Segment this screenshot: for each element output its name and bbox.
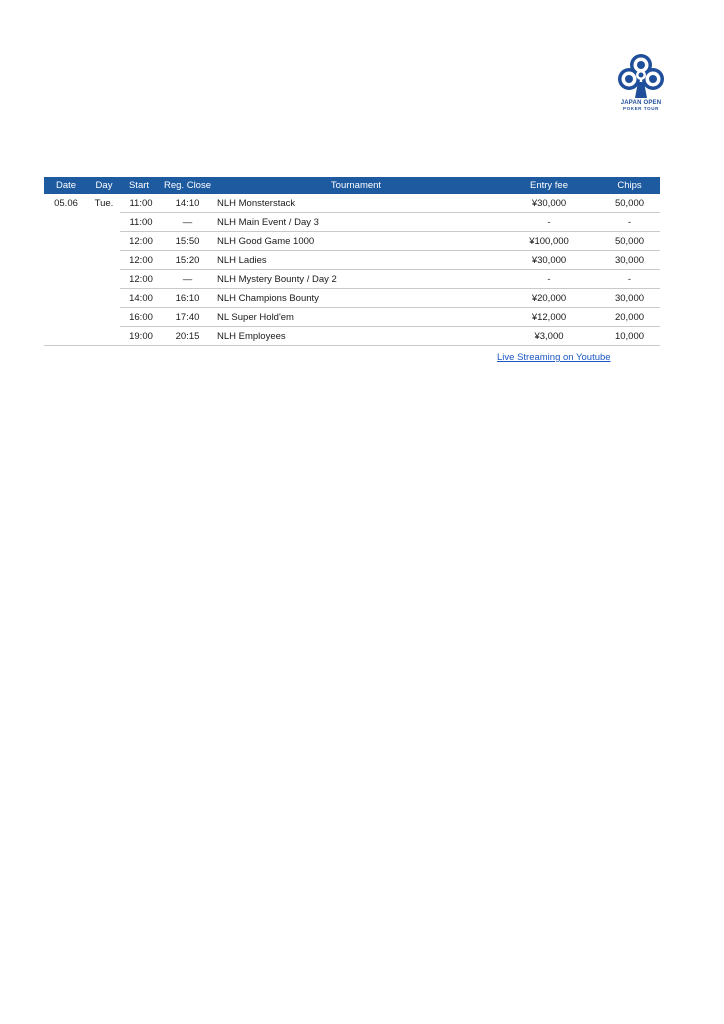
cell-day (88, 232, 120, 251)
cell-date (44, 289, 88, 308)
cell-date (44, 327, 88, 346)
table-row (44, 270, 660, 289)
header-reg-close: Reg. Close (162, 177, 213, 194)
cell-tournament: NLH Main Event / Day 3 (213, 213, 499, 232)
schedule-table (44, 177, 660, 346)
cell-tournament: NLH Champions Bounty (213, 289, 499, 308)
table-row (44, 251, 660, 270)
logo-text-line1: JAPAN OPEN (620, 100, 662, 106)
table-row (44, 232, 660, 251)
cell-chips: 10,000 (599, 327, 660, 346)
cell-entry-fee: - (499, 270, 599, 289)
cell-reg-close: 14:10 (162, 194, 213, 213)
cell-entry-fee: ¥30,000 (499, 194, 599, 213)
cell-entry-fee: ¥20,000 (499, 289, 599, 308)
cell-entry-fee: ¥30,000 (499, 251, 599, 270)
cell-day (88, 308, 120, 327)
table-row (44, 308, 660, 327)
cell-day (88, 213, 120, 232)
table-header-row (44, 177, 660, 194)
cell-date (44, 213, 88, 232)
table-row (44, 194, 660, 213)
cell-entry-fee: ¥100,000 (499, 232, 599, 251)
logo-text-line2: POKER TOUR (623, 106, 659, 111)
cell-start: 12:00 (120, 270, 162, 289)
cell-chips: 30,000 (599, 251, 660, 270)
cell-chips: 30,000 (599, 289, 660, 308)
cell-reg-close: 15:50 (162, 232, 213, 251)
logo (615, 52, 667, 114)
cell-tournament: NLH Ladies (213, 251, 499, 270)
header-date: Date (44, 177, 88, 194)
cell-tournament: NL Super Hold'em (213, 308, 499, 327)
cell-reg-close: 20:15 (162, 327, 213, 346)
header-tournament: Tournament (213, 177, 499, 194)
cell-chips: 50,000 (599, 194, 660, 213)
cell-day (88, 270, 120, 289)
cell-day (88, 251, 120, 270)
cell-date (44, 251, 88, 270)
cell-start: 19:00 (120, 327, 162, 346)
cell-date (44, 270, 88, 289)
cell-tournament: NLH Good Game 1000 (213, 232, 499, 251)
header-start: Start (120, 177, 162, 194)
cell-tournament: NLH Monsterstack (213, 194, 499, 213)
cell-tournament: NLH Mystery Bounty / Day 2 (213, 270, 499, 289)
live-streaming-link[interactable]: Live Streaming on Youtube (497, 352, 611, 363)
cell-entry-fee: ¥12,000 (499, 308, 599, 327)
cell-reg-close: — (162, 270, 213, 289)
cell-start: 14:00 (120, 289, 162, 308)
cell-day (88, 327, 120, 346)
cell-day (88, 289, 120, 308)
cell-chips: - (599, 270, 660, 289)
cell-date (44, 308, 88, 327)
cell-day: Tue. (94, 197, 114, 209)
club-logo-icon (615, 52, 667, 100)
table-row (44, 289, 660, 308)
cell-chips: 20,000 (599, 308, 660, 327)
cell-start: 16:00 (120, 308, 162, 327)
cell-tournament: NLH Employees (213, 327, 499, 346)
cell-reg-close: — (162, 213, 213, 232)
table-row (44, 327, 660, 346)
cell-date (44, 232, 88, 251)
cell-reg-close: 15:20 (162, 251, 213, 270)
cell-entry-fee: ¥3,000 (499, 327, 599, 346)
cell-start: 11:00 (120, 194, 162, 213)
cell-start: 12:00 (120, 232, 162, 251)
table-row (44, 213, 660, 232)
cell-chips: - (599, 213, 660, 232)
cell-reg-close: 16:10 (162, 289, 213, 308)
header-day: Day (88, 177, 120, 194)
header-entry-fee: Entry fee (499, 177, 599, 194)
header-chips: Chips (599, 177, 660, 194)
cell-date: 05.06 (54, 197, 78, 209)
cell-reg-close: 17:40 (162, 308, 213, 327)
cell-start: 11:00 (120, 213, 162, 232)
cell-chips: 50,000 (599, 232, 660, 251)
cell-start: 12:00 (120, 251, 162, 270)
cell-entry-fee: - (499, 213, 599, 232)
